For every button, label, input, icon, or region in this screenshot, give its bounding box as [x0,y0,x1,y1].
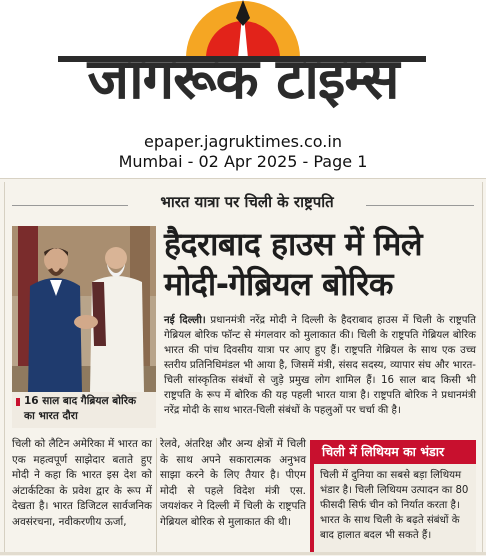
kicker-rule-right [366,205,474,206]
page-edge-left [4,182,5,555]
photo-caption [24,394,156,424]
article-kicker: भारत यात्रा पर चिली के राष्ट्रपति [160,193,334,211]
kicker-rule-left [12,205,128,206]
column-divider [156,438,157,552]
masthead [0,0,486,180]
article-photo [12,226,156,392]
article-column-2: रेलवे, अंतरिक्ष और अन्य क्षेत्रों में चिली के साथ अपने सकारात्मक अनुभव साझा करने के लिए तैयार है। पीएम मोदी से पहले विदेश मंत्री एस. जयशंकर ने दिल्ली में चिली के राष्ट्रपति गेब्रियल बोरिक से मुलाकात की थी। [160,438,306,528]
caption-marker-icon [16,398,20,406]
article-column-1: चिली को लैटिन अमेरिका में भारत का एक महत्वपूर्ण साझेदार बताते हुए मोदी ने कहा कि भारत इस देश को अंटार्कटिका के प्रवेश द्वार के रूप में देखता है। भारत डिजिटल सार्वजनिक अवसंरचना, नवीकरणीय ऊर्जा, [12,438,152,528]
headline-line1: हैदराबाद हाउस में मिले [164,225,423,263]
headline-line2: मोदी-गेब्रियल बोरिक [164,265,393,303]
lead-text: प्रधानमंत्री नरेंद्र मोदी ने दिल्ली के हैदराबाद हाउस में चिली के राष्ट्रपति गेब्रियल बोरिक फॉन्ट से मंगलवार को मुलाकात की। चिली के राष्ट्रपति गेब्रियल बोरिक भारत की पांच दिवसीय यात्रा पर आए हुए हैं। राष्ट्रपति गेब्रियल के साथ एक उच्च स्तरीय प्रतिनिधिमंडल भी आया है, जिसमें मंत्री, संसद सदस्य, व्यापार संघ और भारत-चिली सांस्कृतिक संबंधों से जुड़े प्रमुख लोग शामिल हैं। 16 साल बाद किसी भी राष्ट्रपति के रूप में बोरिक की यह पहली भारत यात्रा है। राष्ट्रपति बोरिक ने प्रधानमंत्री नरेंद्र मोदी के साथ भारत-चिली संबंधों के पहलुओं पर चर्चा की है। [164,315,476,416]
photo-caption-line2: का भारत दौरा [24,410,78,422]
newspaper-logo: जागरूक टाइम्स [87,47,399,112]
photo-caption-line1: 16 साल बाद गैब्रियल बोरिक [24,395,137,407]
article-headline [164,224,476,304]
page-edge-right [482,182,483,555]
article-lead [164,313,476,418]
leaders-handshake-photo-icon [12,226,156,392]
edition-date-page: Mumbai - 02 Apr 2025 - Page 1 [118,152,368,171]
edition-url[interactable]: epaper.jagruktimes.co.in [144,132,342,151]
sidebox-title: चिली में लिथियम का भंडार [310,440,476,464]
sidebox-body: चिली में दुनिया का सबसे बड़ा लिथियम भंडार है। चिली लिथियम उत्पादन का 80 फीसदी सिर्फ चीन को निर्यात करता है। भारत के साथ चिली के बढ़ते संबंधों के बाद हालात बदल भी सकते हैं। [310,464,476,552]
dateline: नई दिल्ली। [164,315,206,326]
